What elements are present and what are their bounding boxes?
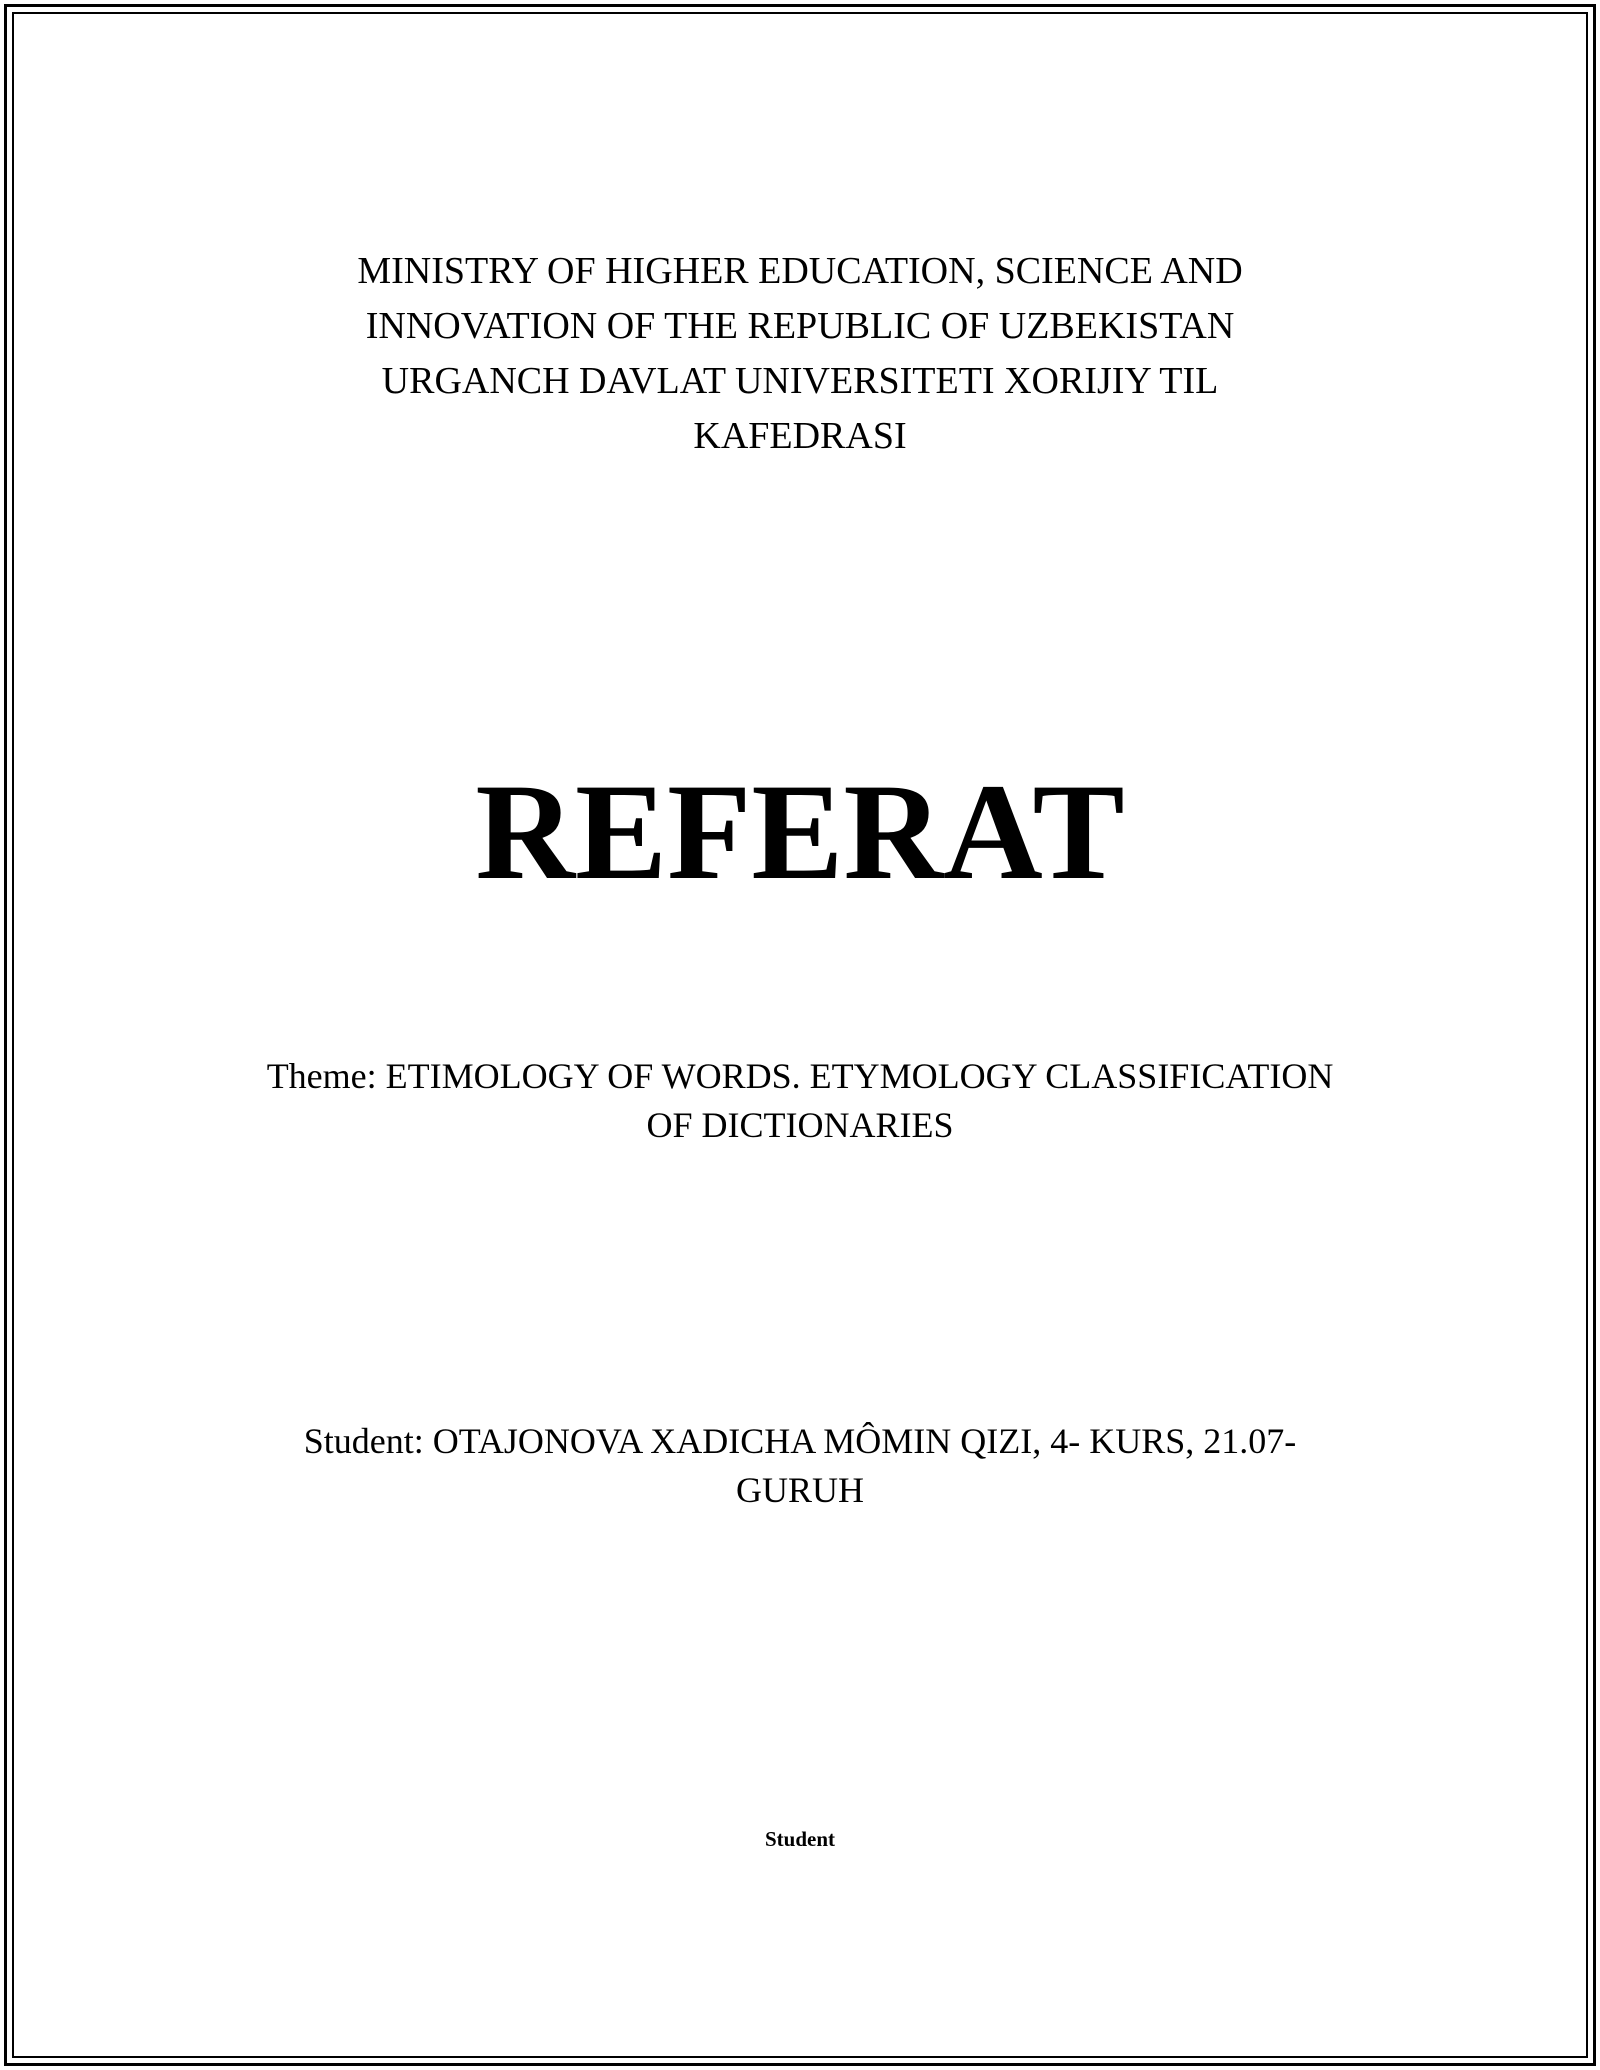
footer-student-label: Student [764, 1827, 836, 1851]
theme-line: OF DICTIONARIES [646, 1105, 954, 1145]
ministry-header [0, 244, 1600, 464]
student-line: GURUH [735, 1470, 864, 1510]
header-line: INNOVATION OF THE REPUBLIC OF UZBEKISTAN [365, 305, 1235, 347]
header-line: KAFEDRASI [693, 415, 907, 457]
student-line: Student: OTAJONOVA XADICHA MÔMIN QIZI, 4- KURS, 21.07- [303, 1421, 1297, 1461]
document-title: REFERAT [475, 755, 1125, 908]
theme-line: Theme: ETIMOLOGY OF WORDS. ETYMOLOGY CLASSIFICATION [266, 1056, 1334, 1096]
student-info [0, 1417, 1600, 1515]
header-line: URGANCH DAVLAT UNIVERSITETI XORIJIY TIL [381, 360, 1219, 402]
header-line: MINISTRY OF HIGHER EDUCATION, SCIENCE AND [357, 250, 1243, 292]
theme-text [0, 1052, 1600, 1150]
